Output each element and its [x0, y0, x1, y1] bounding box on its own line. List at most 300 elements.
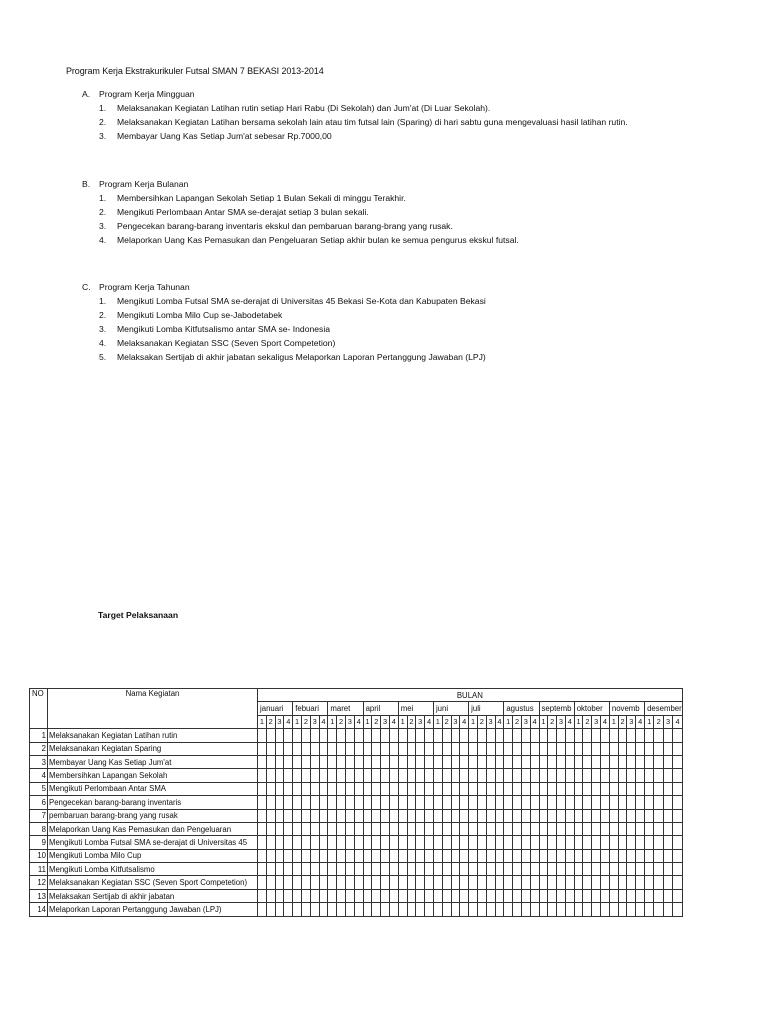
schedule-cell[interactable]	[513, 769, 522, 782]
schedule-cell[interactable]	[301, 903, 310, 916]
schedule-cell[interactable]	[618, 836, 627, 849]
schedule-cell[interactable]	[477, 809, 486, 822]
schedule-cell[interactable]	[673, 782, 682, 795]
schedule-cell[interactable]	[495, 782, 504, 795]
schedule-cell[interactable]	[521, 796, 530, 809]
schedule-cell[interactable]	[521, 742, 530, 755]
schedule-cell[interactable]	[381, 836, 390, 849]
schedule-cell[interactable]	[460, 903, 469, 916]
schedule-cell[interactable]	[592, 836, 601, 849]
schedule-cell[interactable]	[328, 876, 337, 889]
schedule-cell[interactable]	[521, 863, 530, 876]
schedule-cell[interactable]	[548, 809, 557, 822]
schedule-cell[interactable]	[425, 836, 434, 849]
schedule-cell[interactable]	[627, 849, 636, 862]
schedule-cell[interactable]	[654, 782, 663, 795]
schedule-cell[interactable]	[328, 796, 337, 809]
schedule-cell[interactable]	[345, 782, 354, 795]
schedule-cell[interactable]	[495, 755, 504, 768]
schedule-cell[interactable]	[645, 849, 654, 862]
schedule-cell[interactable]	[266, 809, 275, 822]
schedule-cell[interactable]	[442, 876, 451, 889]
schedule-cell[interactable]	[521, 755, 530, 768]
schedule-cell[interactable]	[592, 903, 601, 916]
schedule-cell[interactable]	[258, 836, 267, 849]
schedule-cell[interactable]	[609, 729, 618, 742]
schedule-cell[interactable]	[372, 729, 381, 742]
schedule-cell[interactable]	[310, 769, 319, 782]
schedule-cell[interactable]	[477, 836, 486, 849]
schedule-cell[interactable]	[275, 782, 284, 795]
schedule-cell[interactable]	[258, 809, 267, 822]
schedule-cell[interactable]	[389, 849, 398, 862]
schedule-cell[interactable]	[266, 782, 275, 795]
schedule-cell[interactable]	[513, 876, 522, 889]
schedule-cell[interactable]	[548, 729, 557, 742]
schedule-cell[interactable]	[345, 836, 354, 849]
schedule-cell[interactable]	[433, 742, 442, 755]
schedule-cell[interactable]	[301, 836, 310, 849]
schedule-cell[interactable]	[592, 849, 601, 862]
schedule-cell[interactable]	[275, 822, 284, 835]
schedule-cell[interactable]	[425, 903, 434, 916]
schedule-cell[interactable]	[654, 755, 663, 768]
schedule-cell[interactable]	[258, 729, 267, 742]
schedule-cell[interactable]	[433, 729, 442, 742]
schedule-cell[interactable]	[372, 863, 381, 876]
schedule-cell[interactable]	[372, 889, 381, 902]
schedule-cell[interactable]	[574, 729, 583, 742]
schedule-cell[interactable]	[451, 742, 460, 755]
schedule-cell[interactable]	[654, 863, 663, 876]
schedule-cell[interactable]	[486, 849, 495, 862]
schedule-cell[interactable]	[363, 809, 372, 822]
schedule-cell[interactable]	[495, 836, 504, 849]
schedule-cell[interactable]	[609, 742, 618, 755]
schedule-cell[interactable]	[451, 903, 460, 916]
schedule-cell[interactable]	[583, 796, 592, 809]
schedule-cell[interactable]	[486, 809, 495, 822]
schedule-cell[interactable]	[275, 903, 284, 916]
schedule-cell[interactable]	[293, 903, 302, 916]
schedule-cell[interactable]	[328, 729, 337, 742]
schedule-cell[interactable]	[433, 796, 442, 809]
schedule-cell[interactable]	[425, 863, 434, 876]
schedule-cell[interactable]	[416, 755, 425, 768]
schedule-cell[interactable]	[275, 849, 284, 862]
schedule-cell[interactable]	[504, 849, 513, 862]
schedule-cell[interactable]	[627, 822, 636, 835]
schedule-cell[interactable]	[530, 782, 539, 795]
schedule-cell[interactable]	[284, 755, 293, 768]
schedule-cell[interactable]	[284, 729, 293, 742]
schedule-cell[interactable]	[654, 849, 663, 862]
schedule-cell[interactable]	[663, 849, 672, 862]
schedule-cell[interactable]	[495, 742, 504, 755]
schedule-cell[interactable]	[258, 782, 267, 795]
schedule-cell[interactable]	[486, 863, 495, 876]
schedule-cell[interactable]	[495, 876, 504, 889]
schedule-cell[interactable]	[442, 889, 451, 902]
schedule-cell[interactable]	[504, 876, 513, 889]
schedule-cell[interactable]	[372, 755, 381, 768]
schedule-cell[interactable]	[381, 809, 390, 822]
schedule-cell[interactable]	[618, 809, 627, 822]
schedule-cell[interactable]	[266, 755, 275, 768]
schedule-cell[interactable]	[310, 849, 319, 862]
schedule-cell[interactable]	[663, 889, 672, 902]
schedule-cell[interactable]	[319, 796, 328, 809]
schedule-cell[interactable]	[416, 863, 425, 876]
schedule-cell[interactable]	[673, 769, 682, 782]
schedule-cell[interactable]	[363, 729, 372, 742]
schedule-cell[interactable]	[654, 742, 663, 755]
schedule-cell[interactable]	[354, 863, 363, 876]
schedule-cell[interactable]	[548, 769, 557, 782]
schedule-cell[interactable]	[319, 903, 328, 916]
schedule-cell[interactable]	[513, 755, 522, 768]
schedule-cell[interactable]	[645, 742, 654, 755]
schedule-cell[interactable]	[363, 849, 372, 862]
schedule-cell[interactable]	[398, 836, 407, 849]
schedule-cell[interactable]	[627, 796, 636, 809]
schedule-cell[interactable]	[310, 889, 319, 902]
schedule-cell[interactable]	[389, 876, 398, 889]
schedule-cell[interactable]	[293, 809, 302, 822]
schedule-cell[interactable]	[645, 876, 654, 889]
schedule-cell[interactable]	[548, 836, 557, 849]
schedule-cell[interactable]	[398, 822, 407, 835]
schedule-cell[interactable]	[433, 889, 442, 902]
schedule-cell[interactable]	[486, 836, 495, 849]
schedule-cell[interactable]	[460, 863, 469, 876]
schedule-cell[interactable]	[460, 729, 469, 742]
schedule-cell[interactable]	[284, 782, 293, 795]
schedule-cell[interactable]	[592, 822, 601, 835]
schedule-cell[interactable]	[521, 729, 530, 742]
schedule-cell[interactable]	[504, 822, 513, 835]
schedule-cell[interactable]	[557, 809, 566, 822]
schedule-cell[interactable]	[513, 729, 522, 742]
schedule-cell[interactable]	[609, 836, 618, 849]
schedule-cell[interactable]	[293, 849, 302, 862]
schedule-cell[interactable]	[477, 729, 486, 742]
schedule-cell[interactable]	[258, 742, 267, 755]
schedule-cell[interactable]	[416, 729, 425, 742]
schedule-cell[interactable]	[328, 822, 337, 835]
schedule-cell[interactable]	[539, 729, 548, 742]
schedule-cell[interactable]	[618, 876, 627, 889]
schedule-cell[interactable]	[284, 809, 293, 822]
schedule-cell[interactable]	[627, 876, 636, 889]
schedule-cell[interactable]	[433, 755, 442, 768]
schedule-cell[interactable]	[609, 863, 618, 876]
schedule-cell[interactable]	[627, 769, 636, 782]
schedule-cell[interactable]	[416, 889, 425, 902]
schedule-cell[interactable]	[284, 769, 293, 782]
schedule-cell[interactable]	[583, 742, 592, 755]
schedule-cell[interactable]	[407, 769, 416, 782]
schedule-cell[interactable]	[433, 849, 442, 862]
schedule-cell[interactable]	[372, 782, 381, 795]
schedule-cell[interactable]	[618, 849, 627, 862]
schedule-cell[interactable]	[460, 876, 469, 889]
schedule-cell[interactable]	[398, 796, 407, 809]
schedule-cell[interactable]	[486, 742, 495, 755]
schedule-cell[interactable]	[673, 729, 682, 742]
schedule-cell[interactable]	[609, 822, 618, 835]
schedule-cell[interactable]	[618, 769, 627, 782]
schedule-cell[interactable]	[460, 822, 469, 835]
schedule-cell[interactable]	[310, 809, 319, 822]
schedule-cell[interactable]	[407, 742, 416, 755]
schedule-cell[interactable]	[442, 863, 451, 876]
schedule-cell[interactable]	[398, 863, 407, 876]
schedule-cell[interactable]	[477, 876, 486, 889]
schedule-cell[interactable]	[354, 769, 363, 782]
schedule-cell[interactable]	[310, 836, 319, 849]
schedule-cell[interactable]	[486, 796, 495, 809]
schedule-cell[interactable]	[425, 822, 434, 835]
schedule-cell[interactable]	[565, 809, 574, 822]
schedule-cell[interactable]	[486, 876, 495, 889]
schedule-cell[interactable]	[636, 769, 645, 782]
schedule-cell[interactable]	[460, 889, 469, 902]
schedule-cell[interactable]	[407, 809, 416, 822]
schedule-cell[interactable]	[521, 822, 530, 835]
schedule-cell[interactable]	[310, 863, 319, 876]
schedule-cell[interactable]	[381, 782, 390, 795]
schedule-cell[interactable]	[319, 863, 328, 876]
schedule-cell[interactable]	[636, 755, 645, 768]
schedule-cell[interactable]	[469, 822, 478, 835]
schedule-cell[interactable]	[372, 876, 381, 889]
schedule-cell[interactable]	[565, 863, 574, 876]
schedule-cell[interactable]	[293, 836, 302, 849]
schedule-cell[interactable]	[592, 729, 601, 742]
schedule-cell[interactable]	[557, 755, 566, 768]
schedule-cell[interactable]	[636, 742, 645, 755]
schedule-cell[interactable]	[609, 782, 618, 795]
schedule-cell[interactable]	[301, 889, 310, 902]
schedule-cell[interactable]	[601, 809, 610, 822]
schedule-cell[interactable]	[495, 809, 504, 822]
schedule-cell[interactable]	[337, 876, 346, 889]
schedule-cell[interactable]	[433, 809, 442, 822]
schedule-cell[interactable]	[673, 863, 682, 876]
schedule-cell[interactable]	[574, 782, 583, 795]
schedule-cell[interactable]	[557, 863, 566, 876]
schedule-cell[interactable]	[636, 796, 645, 809]
schedule-cell[interactable]	[451, 755, 460, 768]
schedule-cell[interactable]	[337, 755, 346, 768]
schedule-cell[interactable]	[592, 863, 601, 876]
schedule-cell[interactable]	[601, 889, 610, 902]
schedule-cell[interactable]	[645, 782, 654, 795]
schedule-cell[interactable]	[495, 822, 504, 835]
schedule-cell[interactable]	[592, 755, 601, 768]
schedule-cell[interactable]	[293, 796, 302, 809]
schedule-cell[interactable]	[663, 729, 672, 742]
schedule-cell[interactable]	[433, 903, 442, 916]
schedule-cell[interactable]	[442, 769, 451, 782]
schedule-cell[interactable]	[654, 836, 663, 849]
schedule-cell[interactable]	[521, 809, 530, 822]
schedule-cell[interactable]	[530, 742, 539, 755]
schedule-cell[interactable]	[504, 729, 513, 742]
schedule-cell[interactable]	[565, 742, 574, 755]
schedule-cell[interactable]	[601, 729, 610, 742]
schedule-cell[interactable]	[258, 889, 267, 902]
schedule-cell[interactable]	[636, 876, 645, 889]
schedule-cell[interactable]	[398, 729, 407, 742]
schedule-cell[interactable]	[557, 782, 566, 795]
schedule-cell[interactable]	[673, 876, 682, 889]
schedule-cell[interactable]	[486, 755, 495, 768]
schedule-cell[interactable]	[381, 755, 390, 768]
schedule-cell[interactable]	[618, 903, 627, 916]
schedule-cell[interactable]	[337, 903, 346, 916]
schedule-cell[interactable]	[337, 782, 346, 795]
schedule-cell[interactable]	[645, 769, 654, 782]
schedule-cell[interactable]	[477, 742, 486, 755]
schedule-cell[interactable]	[495, 729, 504, 742]
schedule-cell[interactable]	[469, 729, 478, 742]
schedule-cell[interactable]	[601, 769, 610, 782]
schedule-cell[interactable]	[565, 769, 574, 782]
schedule-cell[interactable]	[328, 889, 337, 902]
schedule-cell[interactable]	[565, 889, 574, 902]
schedule-cell[interactable]	[673, 796, 682, 809]
schedule-cell[interactable]	[513, 782, 522, 795]
schedule-cell[interactable]	[284, 849, 293, 862]
schedule-cell[interactable]	[266, 742, 275, 755]
schedule-cell[interactable]	[495, 889, 504, 902]
schedule-cell[interactable]	[293, 729, 302, 742]
schedule-cell[interactable]	[328, 863, 337, 876]
schedule-cell[interactable]	[495, 849, 504, 862]
schedule-cell[interactable]	[557, 729, 566, 742]
schedule-cell[interactable]	[381, 849, 390, 862]
schedule-cell[interactable]	[521, 876, 530, 889]
schedule-cell[interactable]	[381, 769, 390, 782]
schedule-cell[interactable]	[530, 863, 539, 876]
schedule-cell[interactable]	[451, 863, 460, 876]
schedule-cell[interactable]	[301, 755, 310, 768]
schedule-cell[interactable]	[636, 729, 645, 742]
schedule-cell[interactable]	[310, 742, 319, 755]
schedule-cell[interactable]	[425, 729, 434, 742]
schedule-cell[interactable]	[328, 769, 337, 782]
schedule-cell[interactable]	[275, 742, 284, 755]
schedule-cell[interactable]	[442, 809, 451, 822]
schedule-cell[interactable]	[345, 809, 354, 822]
schedule-cell[interactable]	[469, 742, 478, 755]
schedule-cell[interactable]	[381, 796, 390, 809]
schedule-cell[interactable]	[407, 755, 416, 768]
schedule-cell[interactable]	[539, 836, 548, 849]
schedule-cell[interactable]	[486, 889, 495, 902]
schedule-cell[interactable]	[293, 769, 302, 782]
schedule-cell[interactable]	[398, 889, 407, 902]
schedule-cell[interactable]	[618, 755, 627, 768]
schedule-cell[interactable]	[451, 876, 460, 889]
schedule-cell[interactable]	[425, 796, 434, 809]
schedule-cell[interactable]	[372, 836, 381, 849]
schedule-cell[interactable]	[389, 796, 398, 809]
schedule-cell[interactable]	[258, 903, 267, 916]
schedule-cell[interactable]	[513, 836, 522, 849]
schedule-cell[interactable]	[627, 755, 636, 768]
schedule-cell[interactable]	[539, 809, 548, 822]
schedule-cell[interactable]	[557, 889, 566, 902]
schedule-cell[interactable]	[389, 863, 398, 876]
schedule-cell[interactable]	[416, 742, 425, 755]
schedule-cell[interactable]	[654, 769, 663, 782]
schedule-cell[interactable]	[460, 742, 469, 755]
schedule-cell[interactable]	[293, 822, 302, 835]
schedule-cell[interactable]	[513, 796, 522, 809]
schedule-cell[interactable]	[557, 876, 566, 889]
schedule-cell[interactable]	[636, 849, 645, 862]
schedule-cell[interactable]	[539, 903, 548, 916]
schedule-cell[interactable]	[310, 822, 319, 835]
schedule-cell[interactable]	[407, 836, 416, 849]
schedule-cell[interactable]	[530, 729, 539, 742]
schedule-cell[interactable]	[548, 849, 557, 862]
schedule-cell[interactable]	[539, 822, 548, 835]
schedule-cell[interactable]	[583, 849, 592, 862]
schedule-cell[interactable]	[618, 863, 627, 876]
schedule-cell[interactable]	[425, 769, 434, 782]
schedule-cell[interactable]	[469, 809, 478, 822]
schedule-cell[interactable]	[557, 822, 566, 835]
schedule-cell[interactable]	[328, 755, 337, 768]
schedule-cell[interactable]	[539, 769, 548, 782]
schedule-cell[interactable]	[557, 796, 566, 809]
schedule-cell[interactable]	[565, 849, 574, 862]
schedule-cell[interactable]	[284, 796, 293, 809]
schedule-cell[interactable]	[407, 796, 416, 809]
schedule-cell[interactable]	[319, 849, 328, 862]
schedule-cell[interactable]	[673, 903, 682, 916]
schedule-cell[interactable]	[645, 889, 654, 902]
schedule-cell[interactable]	[654, 822, 663, 835]
schedule-cell[interactable]	[407, 822, 416, 835]
schedule-cell[interactable]	[530, 796, 539, 809]
schedule-cell[interactable]	[654, 889, 663, 902]
schedule-cell[interactable]	[583, 755, 592, 768]
schedule-cell[interactable]	[354, 755, 363, 768]
schedule-cell[interactable]	[345, 876, 354, 889]
schedule-cell[interactable]	[301, 849, 310, 862]
schedule-cell[interactable]	[469, 876, 478, 889]
schedule-cell[interactable]	[266, 903, 275, 916]
schedule-cell[interactable]	[398, 755, 407, 768]
schedule-cell[interactable]	[293, 742, 302, 755]
schedule-cell[interactable]	[618, 782, 627, 795]
schedule-cell[interactable]	[574, 742, 583, 755]
schedule-cell[interactable]	[293, 889, 302, 902]
schedule-cell[interactable]	[609, 796, 618, 809]
schedule-cell[interactable]	[345, 755, 354, 768]
schedule-cell[interactable]	[407, 876, 416, 889]
schedule-cell[interactable]	[495, 796, 504, 809]
schedule-cell[interactable]	[363, 889, 372, 902]
schedule-cell[interactable]	[673, 809, 682, 822]
schedule-cell[interactable]	[460, 849, 469, 862]
schedule-cell[interactable]	[645, 809, 654, 822]
